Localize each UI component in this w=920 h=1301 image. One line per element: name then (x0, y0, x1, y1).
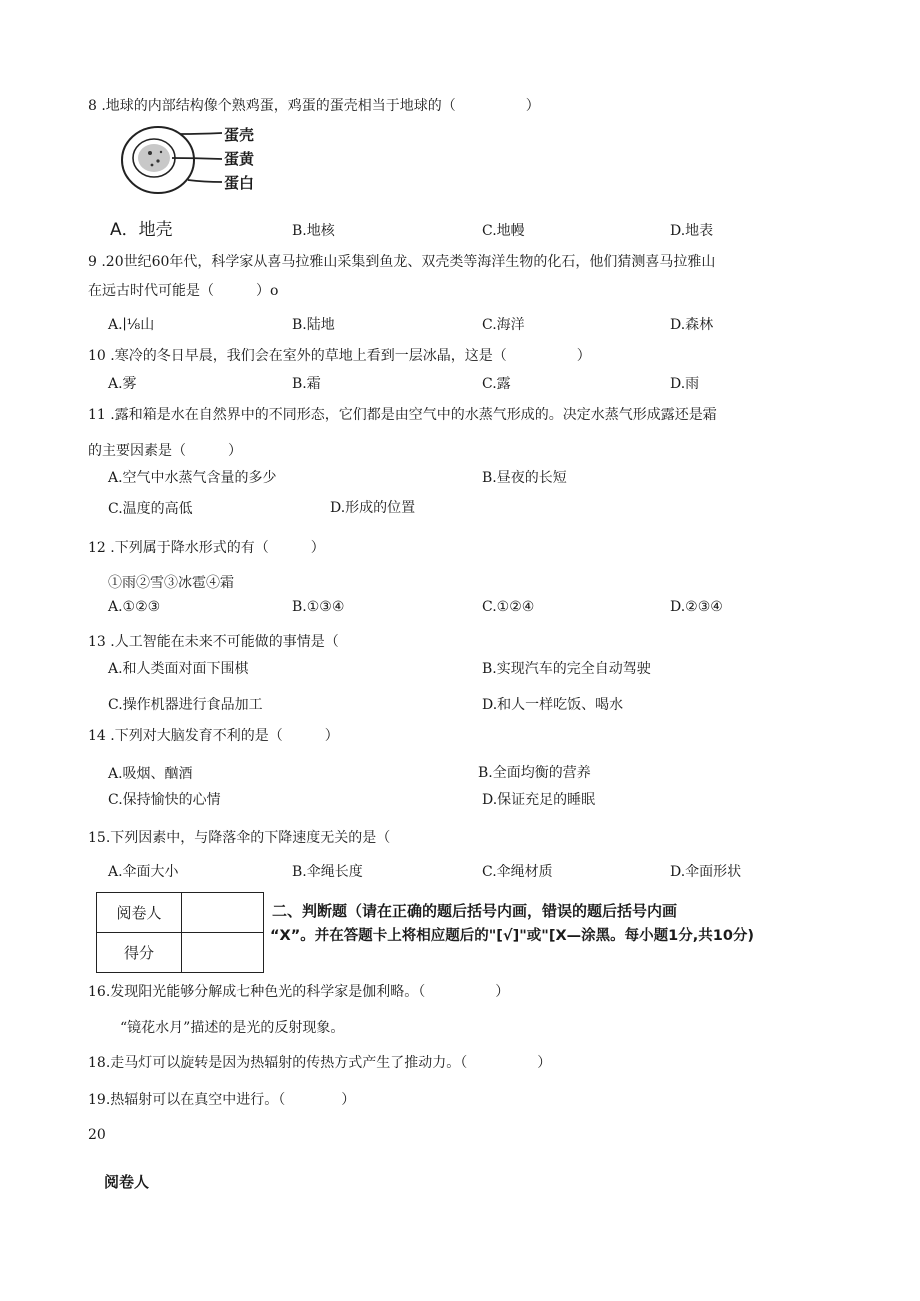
q14-option-b: B.全面均衡的营养 (478, 765, 591, 781)
q8-option-c: C.地幔 (482, 223, 525, 239)
q9-option-b: B.陆地 (292, 317, 335, 333)
egg-shell-label: 蛋壳 (224, 126, 255, 144)
q9-option-c: C.海洋 (482, 317, 525, 333)
q11-option-b: B.昼夜的长短 (482, 470, 567, 486)
q11-stem-line2: 的主要因素是（ ） (88, 443, 242, 459)
q18-text: 18.走马灯可以旋转是因为热辐射的传热方式产生了推动力。（ ） (88, 1055, 552, 1071)
q12-option-c: C.①②④ (482, 599, 535, 615)
egg-yolk-label: 蛋黄 (224, 150, 255, 168)
q15-option-a: A.伞面大小 (108, 864, 179, 880)
section2-title-line2: “X”。并在答题卡上将相应题后的"[√]"或"[X—涂黑。每小题1分,共10分) (270, 928, 755, 944)
egg-white-label: 蛋白 (224, 174, 255, 192)
footer-reviewer-label: 阅卷人 (104, 1173, 150, 1191)
q13-stem: 13 .人工智能在未来不可能做的事情是（ (88, 634, 339, 650)
q10-option-a: A.雾 (108, 376, 137, 392)
q13-option-d: D.和人一样吃饭、喝水 (482, 697, 624, 713)
q15-option-c: C.伞绳材质 (482, 864, 553, 880)
q8-stem: 8 .地球的内部结构像个熟鸡蛋，鸡蛋的蛋壳相当于地球的（ ） (88, 98, 540, 114)
q13-option-a: A.和人类面对面下围棋 (108, 661, 249, 677)
score-box (96, 892, 264, 973)
q12-items: ①雨②雪③冰雹④霜 (108, 575, 234, 591)
q9-stem-line1: 9 .20世纪60年代，科学家从喜马拉雅山采集到鱼龙、双壳类等海洋生物的化石，他们猜测喜马拉雅山 (88, 254, 716, 270)
reviewer-label: 阅卷人 (97, 893, 182, 933)
score-cell (182, 933, 264, 973)
q15-option-b: B.伞绳长度 (292, 864, 363, 880)
q14-option-d: D.保证充足的睡眠 (482, 792, 596, 808)
q11-option-a: A.空气中水蒸气含量的多少 (108, 470, 277, 486)
q10-option-c: C.露 (482, 376, 511, 392)
q13-option-c: C.操作机器进行食品加工 (108, 697, 263, 713)
q8-option-b: B.地核 (292, 223, 335, 239)
q14-stem: 14 .下列对大脑发育不利的是（ ） (88, 728, 339, 744)
q12-stem: 12 .下列属于降水形式的有（ ） (88, 540, 325, 556)
q13-option-b: B.实现汽车的完全自动驾驶 (482, 661, 651, 677)
q19-text: 19.热辐射可以在真空中进行。（ ） (88, 1092, 356, 1108)
q10-option-d: D.雨 (670, 376, 700, 392)
q17-text: “镜花水月”描述的是光的反射现象。 (120, 1020, 345, 1036)
reviewer-cell (182, 893, 264, 933)
q14-option-c: C.保持愉快的心情 (108, 792, 221, 808)
q16-text: 16.发现阳光能够分解成七种色光的科学家是伽利略。（ ） (88, 984, 510, 1000)
q11-option-d: D.形成的位置 (330, 500, 416, 516)
q15-option-d: D.伞面形状 (670, 864, 742, 880)
q12-option-a: A.①②③ (108, 599, 161, 615)
q20-number: 20 (88, 1127, 106, 1143)
q9-option-a: A.∣⅛山 (108, 317, 155, 333)
score-label: 得分 (97, 933, 182, 973)
q14-option-a: A.吸烟、酗酒 (108, 766, 193, 782)
q11-stem-line1: 11 .露和箱是水在自然界中的不同形态，它们都是由空气中的水蒸气形成的。决定水蒸气形成露还是霜 (88, 407, 717, 423)
q8-option-d: D.地表 (670, 223, 714, 239)
q9-option-d: D.森林 (670, 317, 714, 333)
q12-option-b: B.①③④ (292, 599, 345, 615)
q11-option-c: C.温度的高低 (108, 501, 193, 517)
section2-title-line1: 二、判断题（请在正确的题后括号内画，错误的题后括号内画 (272, 902, 678, 920)
q10-option-b: B.霜 (292, 376, 321, 392)
q9-stem-line2: 在远古时代可能是（ ）o (88, 283, 279, 299)
q15-stem: 15.下列因素中，与降落伞的下降速度无关的是（ (88, 830, 391, 846)
q10-stem: 10 .寒冷的冬日早晨，我们会在室外的草地上看到一层冰晶，这是（ ） (88, 348, 591, 364)
q8-option-a: A．地壳 (110, 220, 173, 240)
q12-option-d: D.②③④ (670, 599, 723, 615)
